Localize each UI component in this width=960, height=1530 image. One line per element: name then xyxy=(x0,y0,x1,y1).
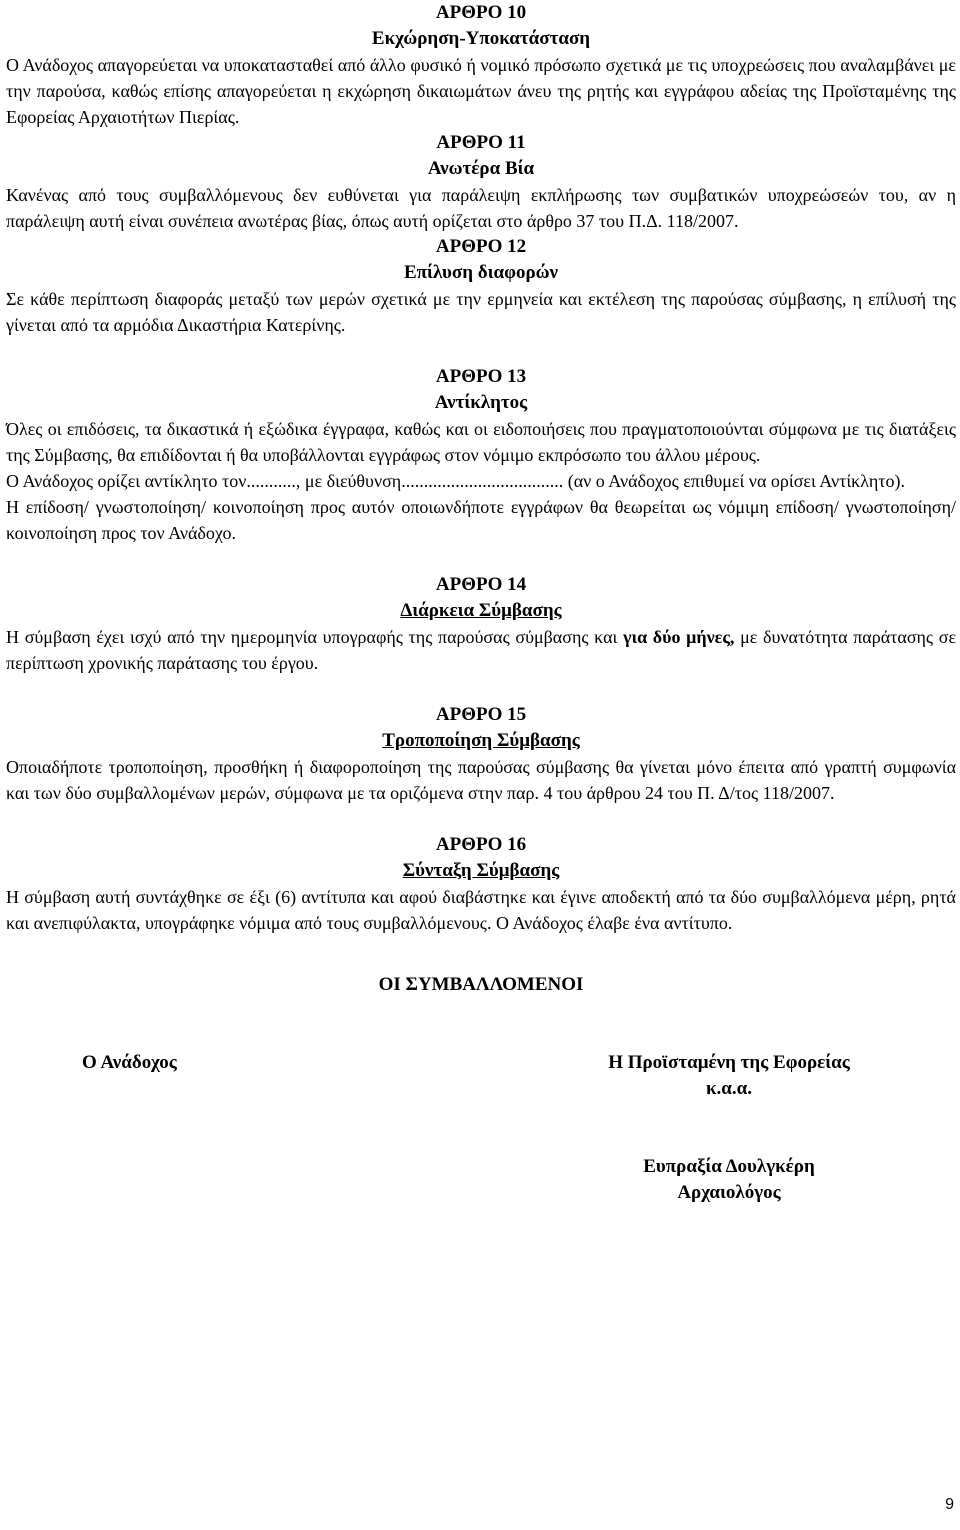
article-13 xyxy=(6,364,956,546)
article-12 xyxy=(6,234,956,338)
article-title: Σύνταξη Σύμβασης xyxy=(402,860,560,881)
article-title: Διάρκεια Σύμβασης xyxy=(400,600,562,621)
document-page xyxy=(6,0,957,1203)
contractor-signature: Ο Ανάδοχος xyxy=(82,1052,177,1073)
director-title: Η Προϊσταμένη της Εφορείας xyxy=(608,1052,850,1073)
signatory-role: Αρχαιολόγος xyxy=(677,1182,781,1203)
article-heading: ΑΡΘΡΟ 15 xyxy=(435,704,527,725)
article-title: Ανωτέρα Βία xyxy=(427,158,535,179)
duration-emphasis: για δύο μήνες, xyxy=(623,627,735,647)
article-text-part: Η σύμβαση έχει ισχύ από την ημερομηνία υπογραφής της παρούσας σύμβασης και xyxy=(6,627,624,647)
article-text-part: με δυνατότητα παράτασης σε περίπτωση χρονικής παράτασης του έργου. xyxy=(6,627,957,673)
spacer xyxy=(6,806,956,832)
article-heading: ΑΡΘΡΟ 14 xyxy=(435,574,527,595)
signatory-block xyxy=(574,1154,884,1206)
spacer xyxy=(6,338,956,364)
page-number: 9 xyxy=(945,1496,954,1513)
article-text: Οποιαδήποτε τροποποίηση, προσθήκη ή διαφοροποίηση της παρούσας σύμβασης θα γίνεται μόνο έπειτα από γραπτή συμφωνία και των δύο συμβαλλομένων μερών, σύμφωνα με τα οριζόμενα στην παρ. 4 του άρθρου 24 του Π. Δ/τος 118/2007. xyxy=(6,757,956,803)
article-text: Κανένας από τους συμβαλλόμενους δεν ευθύνεται για παράλειψη εκπλήρωσης των συμβατικών υποχρεώσεών του, αν η παράλειψη αυτή είναι συνέπεια ανωτέρας βίας, όπως αυτή ορίζεται στο άρθρο 37 του Π.Δ. 118/2007. xyxy=(6,185,956,231)
article-text: Όλες οι επιδόσεις, τα δικαστικά ή εξώδικα έγγραφα, καθώς και οι ειδοποιήσεις που πραγματοποιούνται σύμφωνα με τις διατάξεις της Σύμβασης, θα επιδίδονται ή θα υποβάλλονται εγγράφως στον νόμιμο εκπρόσωπο του άλλου μέρους. xyxy=(6,419,956,465)
article-text: Ο Ανάδοχος απαγορεύεται να υποκατασταθεί από άλλο φυσικό ή νομικό πρόσωπο σχετικά με τις υποχρεώσεις που αναλαμβάνει με την παρούσα, καθώς επίσης απαγορεύεται η εκχώρηση δικαιωμάτων άνευ της ρητής και εγγράφου αδείας της Προϊσταμένης της Εφορείας Αρχαιοτήτων Πιερίας. xyxy=(6,55,956,127)
article-heading: ΑΡΘΡΟ 12 xyxy=(435,236,527,257)
director-title-abbrev: κ.α.α. xyxy=(705,1078,752,1099)
article-text xyxy=(6,624,956,676)
article-11 xyxy=(6,130,956,234)
spacer xyxy=(6,546,956,572)
article-heading: ΑΡΘΡΟ 16 xyxy=(435,834,527,855)
signatures-section xyxy=(6,936,956,1203)
article-text-representative: Ο Ανάδοχος ορίζει αντίκλητο τον..........., με διεύθυνση.................................... (αν ο Ανάδοχος επιθυμεί να ορίσει Αντίκλητο). xyxy=(6,471,905,491)
article-14 xyxy=(6,572,956,676)
article-title: Εκχώρηση-Υποκατάσταση xyxy=(371,28,591,49)
article-title: Επίλυση διαφορών xyxy=(403,262,559,283)
article-title: Τροποποίηση Σύμβασης xyxy=(382,730,580,751)
article-text: Η σύμβαση αυτή συντάχθηκε σε έξι (6) αντίτυπα και αφού διαβάστηκε και έγινε αποδεκτή από τα δύο συμβαλλόμενα μέρη, ρητά και ανεπιφύλακτα, υπογράφηκε νόμιμα από τους συμβαλλόμενους. Ο Ανάδοχος έλαβε ένα αντίτυπο. xyxy=(6,887,956,933)
article-10 xyxy=(6,0,956,130)
signatures-heading: ΟΙ ΣΥΜΒΑΛΛΟΜΕΝΟΙ xyxy=(378,974,584,995)
article-text-service: Η επίδοση/ γνωστοποίηση/ κοινοποίηση προς αυτόν οποιωνδήποτε εγγράφων θα θεωρείται ως νόμιμη επίδοση/ γνωστοποίηση/ κοινοποίηση προς τον Ανάδοχο. xyxy=(6,497,956,543)
article-heading: ΑΡΘΡΟ 10 xyxy=(435,2,527,23)
article-heading: ΑΡΘΡΟ 13 xyxy=(435,366,527,387)
article-15 xyxy=(6,702,956,806)
signatory-name: Ευπραξία Δουλγκέρη xyxy=(643,1156,815,1177)
director-signature xyxy=(574,1050,884,1102)
spacer xyxy=(6,676,956,702)
article-text: Σε κάθε περίπτωση διαφοράς μεταξύ των μερών σχετικά με την ερμηνεία και εκτέλεση της παρούσας σύμβασης, η επίλυσή της γίνεται από τα αρμόδια Δικαστήρια Κατερίνης. xyxy=(6,289,956,335)
article-title: Αντίκλητος xyxy=(434,392,528,413)
article-heading: ΑΡΘΡΟ 11 xyxy=(436,132,526,153)
article-16 xyxy=(6,832,956,936)
